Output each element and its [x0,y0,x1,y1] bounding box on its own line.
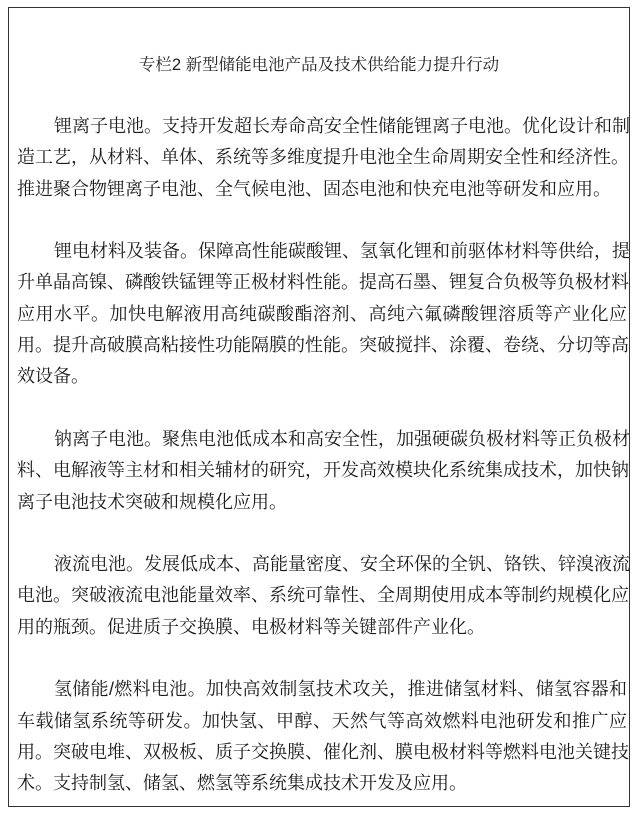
paragraph [17,674,627,799]
paragraph-line: 锂离子电池。支持开发超长寿命高安全性储能锂离子电池。优化设计和制 [54,116,630,136]
paragraph-line: 锂电材料及装备。保障高性能碳酸锂、氢氧化锂和前驱体材料等供给，提 [54,241,630,262]
paragraph-line: 用。提升高破膜高粘接性功能隔膜的性能。突破搅拌、涂覆、卷绕、分切等高 [17,335,629,356]
paragraph-line: 离子电池技术突破和规模化应用。 [17,491,287,512]
paragraph-line: 钠离子电池。聚焦电池低成本和高安全性，加强硬碳负极材料等正负极材 [54,428,630,449]
paragraph-line: 效设备。 [17,366,89,387]
paragraph-line: 氢储能/燃料电池。加快高效制氢技术攻关，推进储氢材料、储氢容器和 [54,679,627,700]
paragraph [17,549,630,643]
paragraph-line: 升单晶高镍、磷酸铁锰锂等正极材料性能。提高石墨、锂复合负极等负极材料 [17,272,629,293]
paragraph-line: 料、电解液等主材和相关辅材的研究，开发高效模块化系统集成技术，加快钠 [17,460,629,481]
paragraph-line: 电池。突破液流电池能量效率、系统可靠性、全周期使用成本等制约规模化应 [17,585,629,606]
paragraph [17,236,630,392]
paragraph-line: 应用水平。加快电解液用高纯碳酸酯溶剂、高纯六氟磷酸锂溶质等产业化应 [17,303,627,324]
column-title: 专栏2 新型储能电池产品及技术供给能力提升行动 [138,56,500,74]
paragraph-line: 液流电池。发展低成本、高能量密度、安全环保的全钒、铬铁、锌溴液流 [54,554,630,575]
paragraph-line: 推进聚合物锂离子电池、全气候电池、固态电池和快充电池等研发和应用。 [17,178,611,199]
paragraph [17,111,630,205]
column-box [8,7,630,807]
paragraph-line: 用的瓶颈。促进质子交换膜、电极材料等关键部件产业化。 [17,616,485,637]
paragraph [17,424,630,518]
column-content [17,111,630,831]
paragraph-line: 造工艺，从材料、单体、系统等多维度提升电池全生命周期安全性和经济性。 [17,147,629,168]
paragraph-line: 用。突破电堆、双极板、质子交换膜、催化剂、膜电极材料等燃料电池关键技 [17,741,629,762]
paragraph-line: 术。支持制氢、储氢、燃氢等系统集成技术开发及应用。 [17,773,467,794]
paragraph-line: 车载储氢系统等研发。加快氢、甲醇、天然气等高效燃料电池研发和推广应 [17,710,627,731]
